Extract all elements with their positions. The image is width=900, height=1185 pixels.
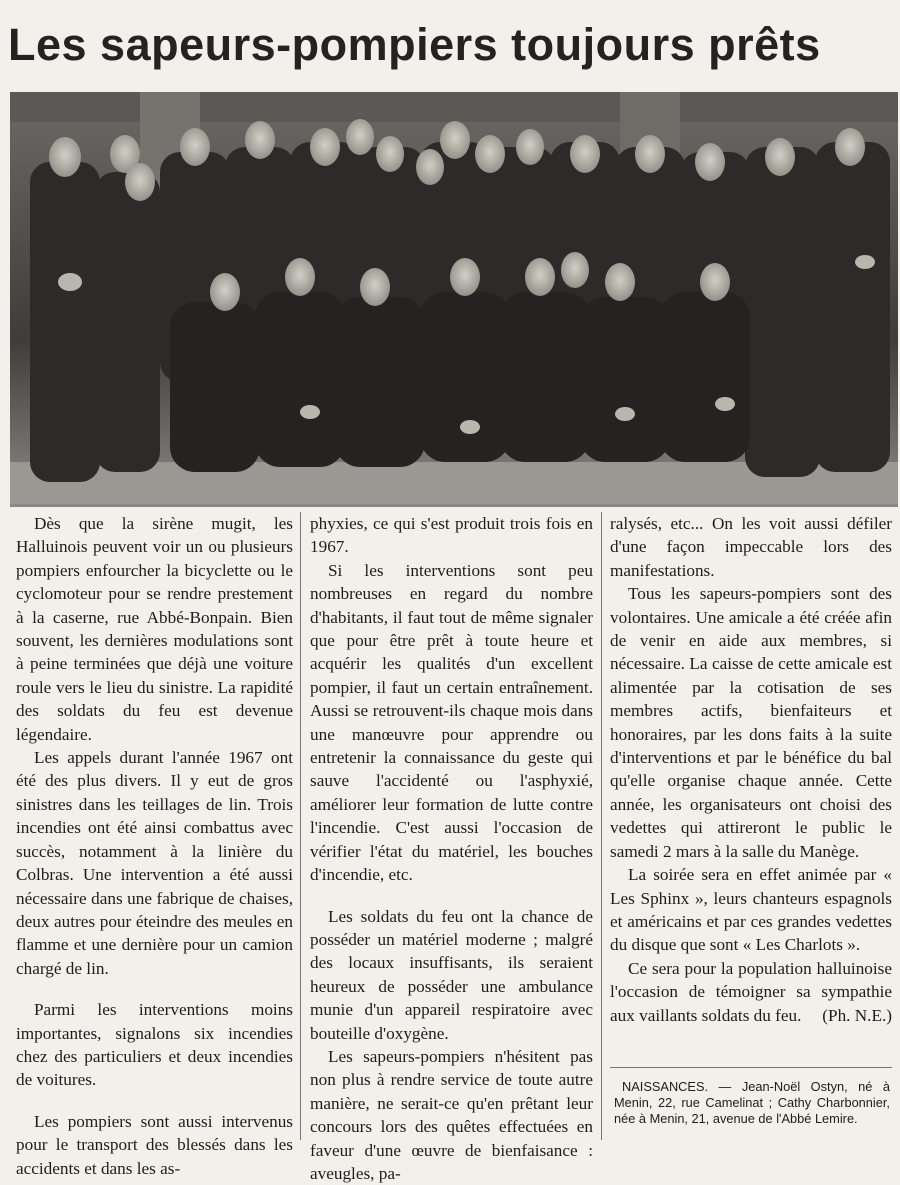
- paragraph: La soirée sera en effet animée par « Les Sphinx », leurs chanteurs espagnols et américains et par ces grandes vedettes du disque que sont « Les Charlots ».: [610, 865, 892, 955]
- paragraph: [610, 957, 892, 1027]
- paragraph: Les soldats du feu ont la chance de posséder un matériel moderne ; malgré des locaux insuffisants, ils seraient heureux de posséder une ambulance munie d'un appareil respiratoire avec bouteille d'oxygène.: [310, 906, 593, 1043]
- paragraph: Dès que la sirène mugit, les Halluinois peuvent voir un ou plusieurs pompiers enfourcher la bicyclette ou le cyclomoteur pour se rendre prestement à la caserne, rue Abbé-Bonpain. Bien souvent, les dernières modulations sont à peine terminées que déjà une voiture roule vers le lieu du sinistre. La rapidité des soldats du feu est devenue légendaire.: [16, 514, 293, 744]
- column-divider: [601, 512, 602, 1140]
- births-divider: [610, 1067, 892, 1068]
- paragraph-text: Ce sera pour la population halluinoise l'occasion de témoigner sa sympathie aux vaillants soldats du feu.: [610, 958, 892, 1025]
- paragraph: Les sapeurs-pompiers n'hésitent pas non plus à rendre service de toute autre manière, ne serait-ce qu'en prêtant leur concours lors des quêtes effectuées en faveur d'une œuvre de bienfaisance : aveugles, pa-: [310, 1046, 593, 1183]
- article-column-2: [310, 512, 593, 1185]
- births-notice: [614, 1079, 890, 1127]
- paragraph: Si les interventions sont peu nombreuses en regard du nombre d'habitants, il faut tout de même signaler que pour être prêt à toute heure et acquérir les qualités d'un excellent pompier, il faut un certain entraînement. Aussi se retrouvent-ils chaque mois dans une manœuvre pour apprendre ou entretenir la connaissance du geste qui sauve l'accidenté ou l'asphyxié, améliorer leur formation de lutte contre l'incendie. C'est aussi l'occasion de vérifier l'état du matériel, les bouches d'incendie, etc.: [310, 560, 593, 885]
- photo-credit: (Ph. N.E.): [822, 1005, 892, 1025]
- group-photo: [10, 92, 898, 504]
- photo-image: [10, 92, 898, 504]
- article-column-1: [16, 512, 293, 1180]
- column-divider: [300, 512, 301, 1140]
- photo-bottom-rule: [10, 504, 898, 507]
- paragraph: Tous les sapeurs-pompiers sont des volontaires. Une amicale a été créée afin de venir en aide aux membres, si nécessaire. La caisse de cette amicale est alimentée par la cotisation de ses membres actifs, bienfaiteurs et honoraires, par les dons faits à la suite d'interventions et par le bénéfice du bal qu'elle organise chaque année. Cette année, les organisateurs ont choisi des vedettes qui attireront le public le samedi 2 mars à la salle du Manège.: [610, 584, 892, 861]
- paragraph: Les pompiers sont aussi intervenus pour le transport des blessés dans les accidents et dans les as-: [16, 1111, 293, 1178]
- headline: Les sapeurs-pompiers toujours prêts: [8, 19, 821, 70]
- paragraph: phyxies, ce qui s'est produit trois fois en 1967.: [310, 514, 593, 557]
- births-text: NAISSANCES. — Jean-Noël Ostyn, né à Menin, 22, rue Camelinat ; Cathy Charbonnier, née à Menin, 21, avenue de l'Abbé Lemire.: [614, 1079, 890, 1126]
- paragraph: Les appels durant l'année 1967 ont été des plus divers. Il y eut de gros sinistres dans les teillages de lin. Trois incendies ont été ainsi combattus avec succès, notamment à la linière du Colbras. Une intervention a été aussi nécessaire dans une fabrique de chaises, deux autres pour éteindre des meules en flamme et une dernière pour un camion chargé de lin.: [16, 748, 293, 978]
- paragraph: ralysés, etc... On les voit aussi défiler d'une façon impeccable lors des manifestations.: [610, 514, 892, 580]
- article-column-3: [610, 512, 892, 1027]
- paragraph: Parmi les interventions moins importantes, signalons six incendies chez des particuliers et deux incendies de voitures.: [16, 1000, 293, 1090]
